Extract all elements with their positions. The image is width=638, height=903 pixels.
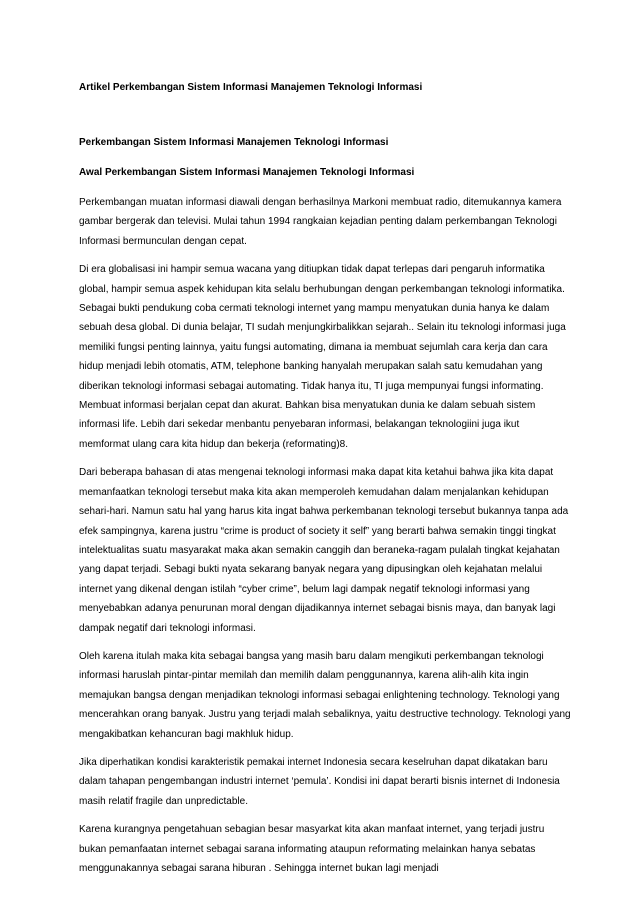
paragraph-2: Di era globalisasi ini hampir semua wacana yang ditiupkan tidak dapat terlepas dari pengaruh informatika global, hampir semua aspek kehidupan kita selalu berhubungan dengan perkembangan teknologi informatika. Sebagai bukti pendukung coba cermati teknologi internet yang mampu menyatukan dunia hanya ke dalam sebuah desa global. Di dunia belajar, TI sudah menjungkirbalikkan sejarah.. Selain itu teknologi informasi juga memiliki fungsi penting lainnya, yaitu fungsi automating, dimana ia membuat sejumlah cara kerja dan cara hidup menjadi lebih otomatis, ATM, telephone banking hanyalah merupakan salah satu kemudahan yang diberikan teknologi informasi sebagai automating. Tidak hanya itu, TI juga mempunyai fungsi informating. Membuat informasi berjalan cepat dan akurat. Bahkan bisa menyatukan dunia ke dalam sebuah sistem informasi life. Lebih dari sekedar menbantu penyebaran informasi, belakangan teknologiini juga ikut memformat ulang cara kita hidup dan bekerja (reformating)8. (79, 264, 566, 450)
subsection-heading: Awal Perkembangan Sistem Informasi Manajemen Teknologi Informasi (79, 167, 415, 178)
paragraph-6: Karena kurangnya pengetahuan sebagian besar masyarkat kita akan manfaat internet, yang terjadi justru bukan pemanfaatan internet sebagai sarana informating ataupun reformating melainkan hanya sebatas menggunakannya sebagai sarana hiburan . Sehingga internet bukan lagi menjadi (79, 824, 545, 874)
document-body (79, 78, 571, 887)
document-title: Artikel Perkembangan Sistem Informasi Manajemen Teknologi Informasi (79, 82, 423, 93)
paragraph-3: Dari beberapa bahasan di atas mengenai teknologi informasi maka dapat kita ketahui bahwa jika kita dapat memanfaatkan teknologi tersebut maka kita akan memperoleh kemudahan dalam menjalankan kehidupan sehari-hari. Namun satu hal yang harus kita ingat bahwa perkembanan teknologi tersebut bukannya tanpa ada efek sampingnya, karena justru “crime is product of society it self” yang berarti bahwa semakin tinggi tingkat intelektualitas suatu masyarakat maka akan semakin canggih dan beraneka-ragam pulalah tingkat kejahatan yang dapat terjadi. Sebagi bukti nyata sekarang banyak negara yang dipusingkan oleh kejahatan melalui internet yang dikenal dengan istilah “cyber crime”, belum lagi dampak negatif teknologi informasi yang menyebabkan adanya penurunan moral dengan dijadikannya internet sebagai bisnis maya, dan banyak lagi dampak negatif dari teknologi informasi. (79, 467, 569, 634)
paragraph-5: Jika diperhatikan kondisi karakteristik pemakai internet Indonesia secara keselruhan dapat dikatakan baru dalam tahapan pengembangan industri internet ‘pemula’. Kondisi ini dapat berarti bisnis internet di Indonesia masih relatif fragile dan unpredictable. (79, 756, 560, 807)
paragraph-4: Oleh karena itulah maka kita sebagai bangsa yang masih baru dalam mengikuti perkembangan teknologi informasi haruslah pintar-pintar memilah dan memilih dalam penggunannya, karena alih-alih kita ingin memajukan bangsa dengan menjadikan teknologi informasi sebagai enlightening technology. Teknologi yang mencerahkan orang banyak. Justru yang terjadi malah sebaliknya, yaitu destructive technology. Teknologi yang mengakibatkan kehancuran bagi makhluk hidup. (79, 650, 571, 740)
paragraph-1: Perkembangan muatan informasi diawali dengan berhasilnya Markoni membuat radio, ditemukannya kamera gambar bergerak dan televisi. Mulai tahun 1994 rangkaian kejadian penting dalam perkembangan Teknologi Informasi bermunculan dengan cepat. (79, 197, 562, 247)
section-heading: Perkembangan Sistem Informasi Manajemen Teknologi Informasi (79, 137, 389, 148)
